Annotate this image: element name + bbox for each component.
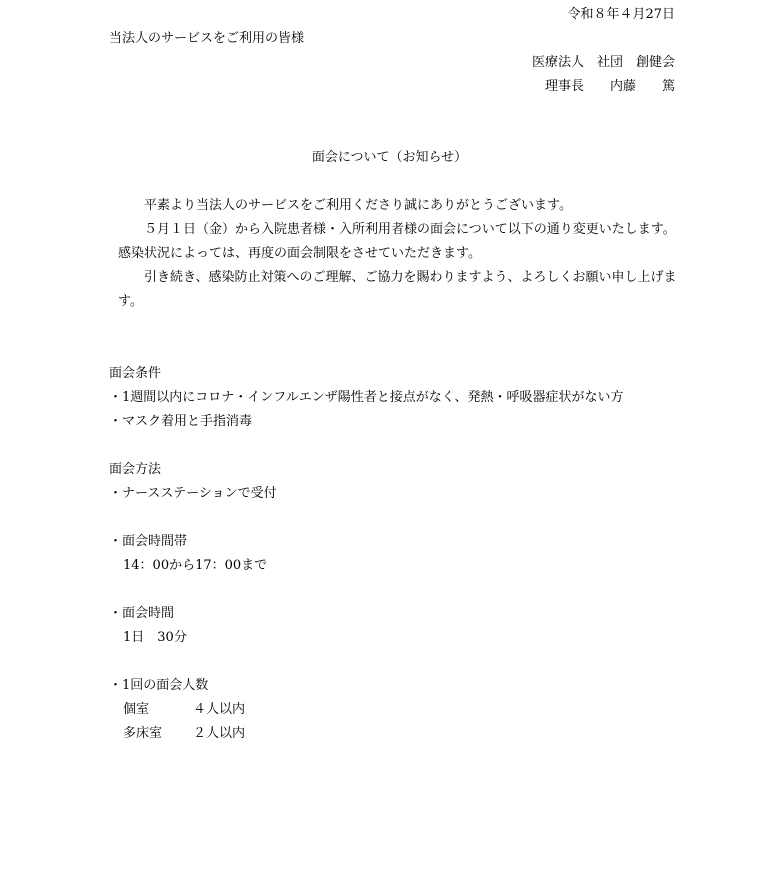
notice-title: 面会について（お知らせ） bbox=[311, 150, 468, 165]
method-section bbox=[109, 458, 277, 506]
conditions-heading: 面会条件 bbox=[109, 366, 162, 381]
time-slot-value: 14：00から17：00まで bbox=[123, 558, 268, 573]
visitor-limit: ２人以内 bbox=[193, 726, 246, 741]
visitors-section bbox=[109, 674, 245, 746]
body-paragraph: ５月１日（金）から入院患者様・入所利用者様の面会について以下の通り変更いたします。感染状況によっては、再度の面会制限をさせていただきます。 bbox=[118, 222, 676, 261]
visitors-heading: ・1回の面会人数 bbox=[109, 678, 209, 693]
document-date: 令和８年４月27日 bbox=[567, 7, 675, 22]
duration-section bbox=[109, 602, 187, 650]
organization-name: 医療法人 社団 創健会 bbox=[531, 55, 675, 70]
duration-heading: ・面会時間 bbox=[109, 606, 175, 621]
visitors-row bbox=[109, 698, 245, 722]
recipient-line: 当法人のサービスをご利用の皆様 bbox=[109, 31, 305, 46]
time-slot-section bbox=[109, 530, 267, 578]
time-slot-heading: ・面会時間帯 bbox=[109, 534, 188, 549]
conditions-item: ・1週間以内にコロナ・インフルエンザ陽性者と接点がなく、発熱・呼吸器症状がない方 bbox=[109, 390, 624, 405]
conditions-section bbox=[109, 362, 624, 434]
visitors-row bbox=[109, 722, 245, 746]
room-type: 個室 bbox=[123, 702, 150, 717]
visitor-limit: ４人以内 bbox=[193, 702, 246, 717]
body-paragraph: 引き続き、感染防止対策へのご理解、ご協力を賜わりますよう、よろしくお願い申し上げます。 bbox=[118, 270, 677, 309]
duration-value: 1日 30分 bbox=[123, 630, 187, 645]
notice-body bbox=[118, 194, 682, 314]
body-paragraph: 平素より当法人のサービスをご利用くださり誠にありがとうございます。 bbox=[144, 198, 572, 213]
method-item: ・ナースステーションで受付 bbox=[109, 486, 277, 501]
method-heading: 面会方法 bbox=[109, 462, 162, 477]
conditions-item: ・マスク着用と手指消毒 bbox=[109, 414, 253, 429]
room-type: 多床室 bbox=[123, 726, 163, 741]
signatory-name: 理事長 内藤 篤 bbox=[544, 79, 675, 94]
